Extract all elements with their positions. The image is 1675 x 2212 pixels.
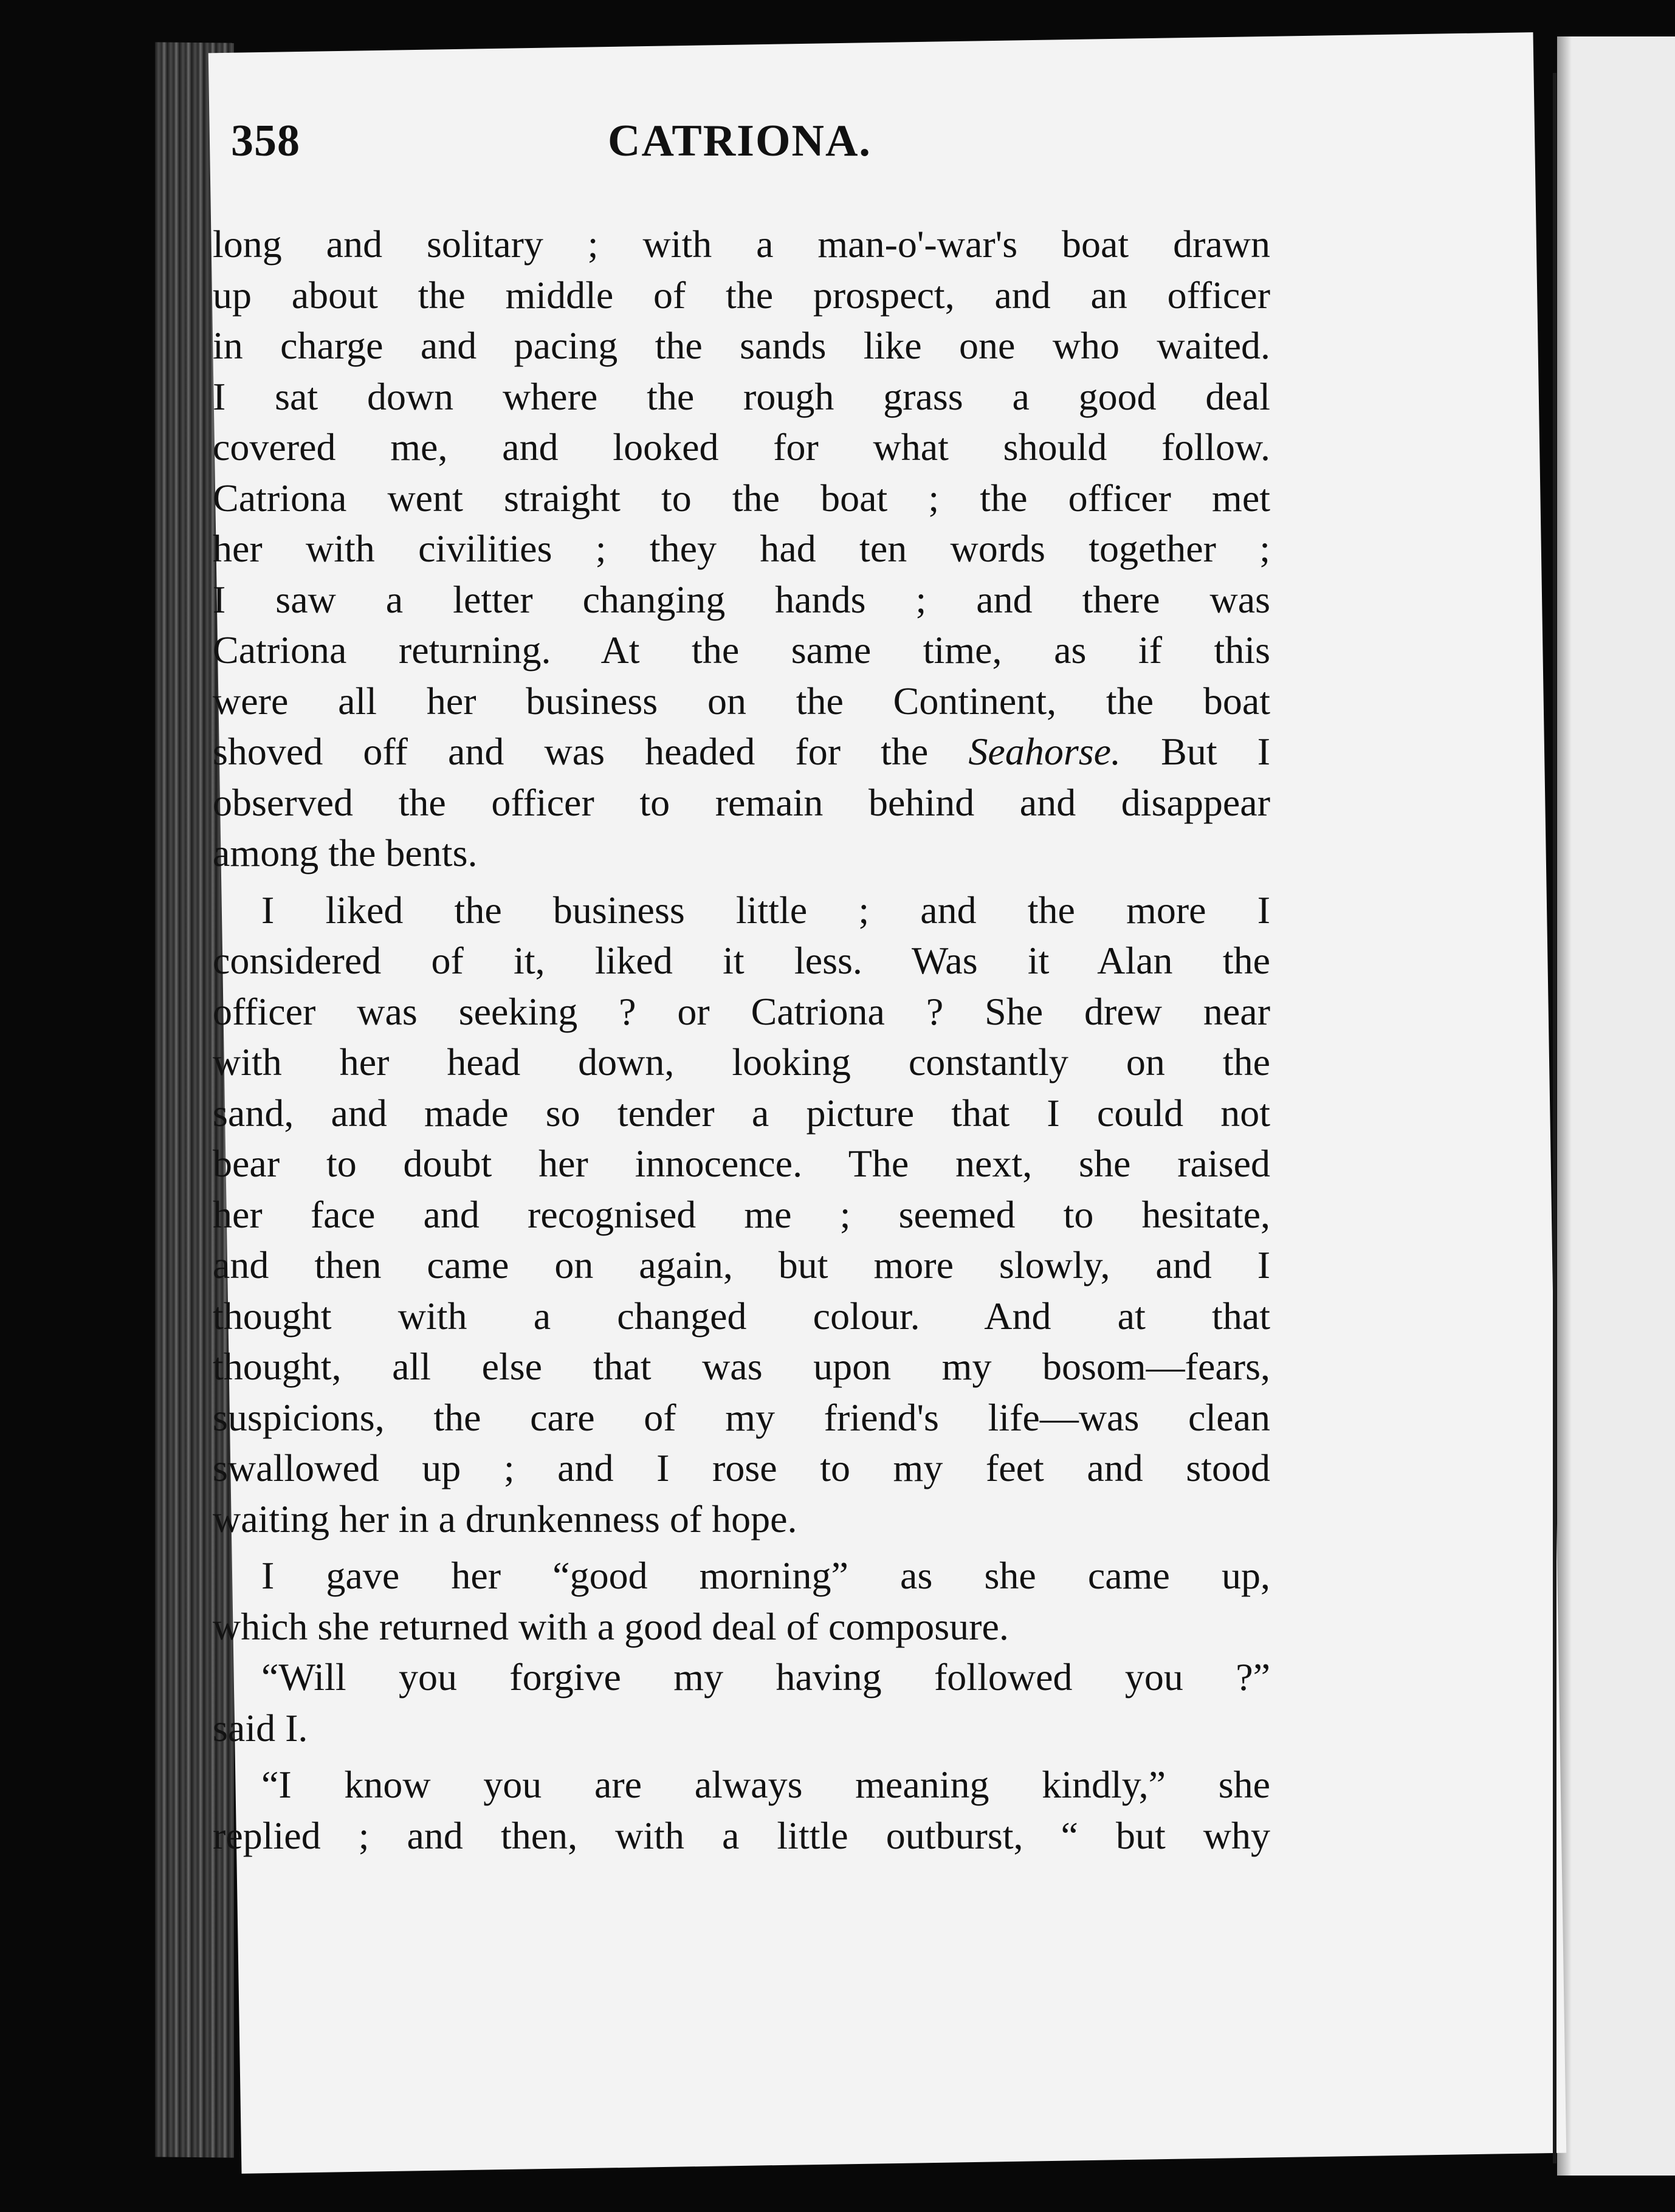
text-line: observed the officer to remain behind and disappear [213, 780, 1270, 824]
text-fragment: But I [1121, 730, 1270, 773]
text-line: replied ; and then, with a little outburst, “ but why [213, 1813, 1270, 1857]
book-title: CATRIONA. [608, 116, 872, 166]
text-line: up about the middle of the prospect, and an officer [213, 273, 1270, 317]
paragraph-2 [213, 885, 1270, 1545]
text-line: I saw a letter changing hands ; and there was [213, 577, 1270, 621]
text-line: I sat down where the rough grass a good deal [213, 374, 1270, 418]
body-text [213, 219, 1270, 1861]
text-line: which she returned with a good deal of composure. [213, 1604, 1009, 1648]
text-line: “Will you forgive my having followed you ?” [261, 1655, 1270, 1698]
text-line: thought, all else that was upon my bosom—fears, [213, 1345, 1270, 1388]
text-line: her with civilities ; they had ten words together ; [213, 527, 1270, 570]
text-line: covered me, and looked for what should follow. [213, 425, 1270, 469]
text-line: were all her business on the Continent, the boat [213, 679, 1270, 723]
text-line: waiting her in a drunkenness of hope. [213, 1497, 797, 1540]
text-line: said I. [213, 1706, 308, 1750]
text-line: and then came on again, but more slowly, and I [213, 1243, 1270, 1286]
text-line: officer was seeking ? or Catriona ? She drew near [213, 989, 1270, 1033]
paragraph-3 [213, 1550, 1270, 1652]
text-line: with her head down, looking constantly on the [213, 1040, 1270, 1084]
text-line: I liked the business little ; and the more I [261, 888, 1270, 932]
paragraph-4 [213, 1652, 1270, 1753]
page-number: 358 [231, 116, 300, 166]
paragraph-1 [213, 219, 1270, 879]
text-line: sand, and made so tender a picture that I could not [213, 1091, 1270, 1135]
page-edge-line [1553, 73, 1556, 2163]
text-line: swallowed up ; and I rose to my feet and stood [213, 1446, 1270, 1489]
text-line: in charge and pacing the sands like one who waited. [213, 324, 1270, 367]
text-line: her face and recognised me ; seemed to hesitate, [213, 1192, 1270, 1236]
text-line: among the bents. [213, 831, 478, 874]
text-line-with-ship-name [213, 726, 1270, 777]
text-line: Catriona went straight to the boat ; the officer met [213, 476, 1270, 520]
text-line: bear to doubt her innocence. The next, she raised [213, 1142, 1270, 1185]
ship-name: Seahorse. [968, 730, 1121, 773]
running-head [231, 103, 1276, 182]
text-fragment: shoved off and was headed for the [213, 730, 969, 773]
text-line: thought with a changed colour. And at that [213, 1294, 1270, 1338]
text-line: considered of it, liked it less. Was it Alan the [213, 939, 1270, 982]
text-line: I gave her “good morning” as she came up, [261, 1554, 1270, 1597]
text-line: suspicions, the care of my friend's life—was clean [213, 1395, 1270, 1439]
paragraph-5 [213, 1759, 1270, 1861]
text-line: Catriona returning. At the same time, as if this [213, 628, 1270, 672]
facing-page-edge [1557, 36, 1675, 2176]
text-line: “I know you are always meaning kindly,” she [261, 1763, 1270, 1806]
text-line: long and solitary ; with a man-o'-war's boat drawn [213, 222, 1270, 266]
